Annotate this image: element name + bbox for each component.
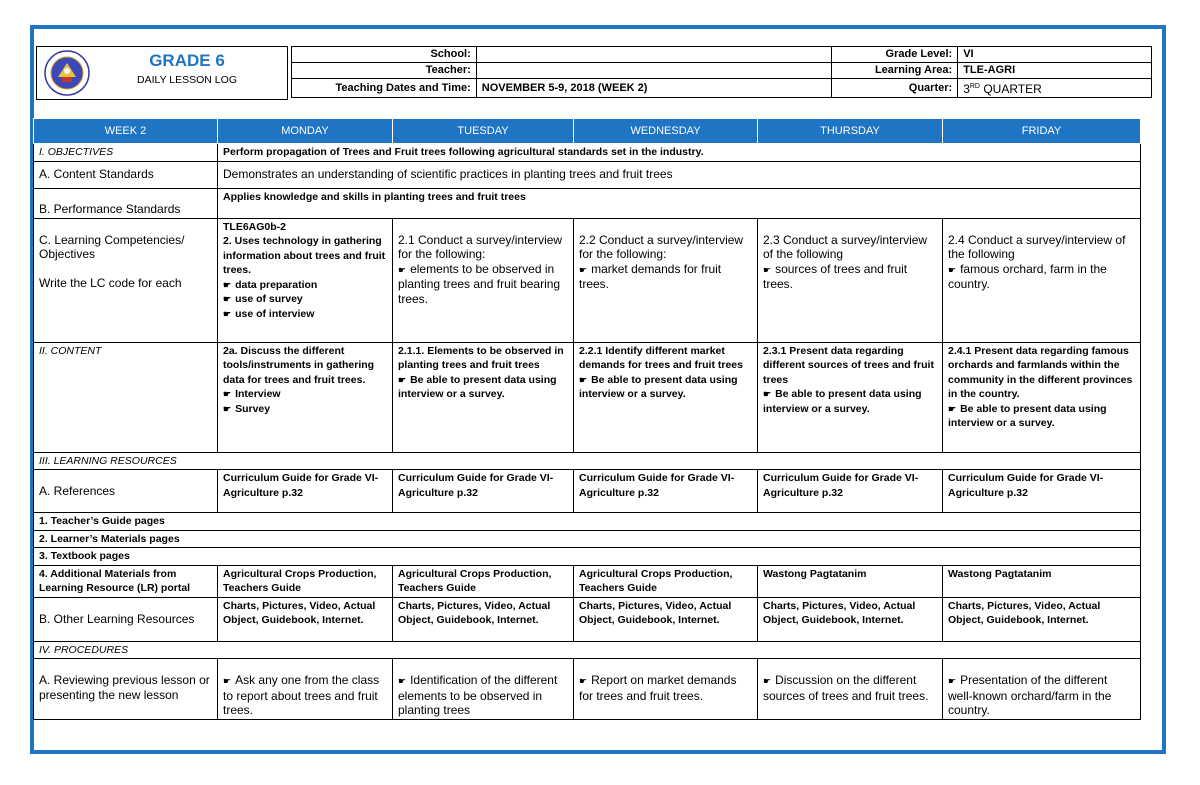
content-monday: 2a. Discuss the different tools/instruments in gathering data for trees and fruit trees. ☛ Interview ☛ Survey [218,342,393,452]
references-row: A. References Curriculum Guide for Grade VI-Agriculture p.32 Curriculum Guide for Grade VI-Agriculture p.32 Curriculum Guide for Grade VI-Agriculture p.32 Curriculum Guide for Grade VI-Agriculture p.32 Curriculum Guide for Grade VI-Agriculture p.32 [34,470,1141,513]
pointing-hand-icon: ☛ [223,676,232,686]
grade-title: GRADE 6 [149,51,225,70]
col-monday: MONDAY [218,119,393,144]
pointing-hand-icon: ☛ [763,264,772,275]
lesson-log-table [33,118,1141,720]
textbook-row: 3. Textbook pages [34,548,1141,566]
dates-value: NOVEMBER 5-9, 2018 (WEEK 2) [476,79,832,98]
header-info-table [291,46,1152,98]
pointing-hand-icon: ☛ [579,264,588,275]
grade-level-label: Grade Level: [832,47,958,63]
content-tuesday: 2.1.1. Elements to be observed in planting trees and fruit trees ☛ Be able to present data using interview or a survey. [393,342,574,452]
school-label: School: [292,47,477,63]
additional-materials-row: 4. Additional Materials from Learning Resource (LR) portal Agricultural Crops Production, Teachers Guide Agricultural Crops Production, Teachers Guide Agricultural Crops Production, Teachers Guide Wastong Pagtatanim Wastong Pagtatanim [34,565,1141,597]
pointing-hand-icon: ☛ [223,403,232,414]
objectives-text: Perform propagation of Trees and Fruit trees following agricultural standards set in the industry. [218,144,1141,162]
competency-monday: TLE6AG0b-2 2. Uses technology in gathering information about trees and fruit trees. ☛ data preparation ☛ use of survey ☛ use of interview [218,218,393,342]
title-block [36,46,288,100]
performance-standards-text: Applies knowledge and skills in planting trees and fruit trees [218,188,1141,218]
content-standards-text: Demonstrates an understanding of scientific practices in planting trees and fruit trees [218,161,1141,188]
pointing-hand-icon: ☛ [579,374,588,385]
dates-label: Teaching Dates and Time: [292,79,477,98]
pointing-hand-icon: ☛ [948,264,957,275]
content-standards-row: A. Content Standards Demonstrates an understanding of scientific practices in planting trees and fruit trees [34,161,1141,188]
pointing-hand-icon: ☛ [223,389,232,399]
school-value [476,47,832,63]
learning-area-value: TLE-AGRI [958,63,1152,79]
competency-thursday: 2.3 Conduct a survey/interview of the following ☛ sources of trees and fruit trees. [758,218,943,342]
pointing-hand-icon: ☛ [763,389,772,399]
col-thursday: THURSDAY [758,119,943,144]
teacher-label: Teacher: [292,63,477,79]
col-tuesday: TUESDAY [393,119,574,144]
content-friday: 2.4.1 Present data regarding famous orchards and farmlands within the community in the different provinces in the country. ☛ Be able to present data using interview or a survey. [943,342,1141,452]
col-week: WEEK 2 [34,119,218,144]
pointing-hand-icon: ☛ [223,279,232,290]
resources-row: III. LEARNING RESOURCES [34,452,1141,470]
pointing-hand-icon: ☛ [398,676,407,686]
teachers-guide-row: 1. Teacher’s Guide pages [34,513,1141,531]
competency-tuesday: 2.1 Conduct a survey/interview for the following: ☛ elements to be observed in planting trees and fruit bearing trees. [393,218,574,342]
pointing-hand-icon: ☛ [223,294,232,304]
objectives-row: I. OBJECTIVES Perform propagation of Trees and Fruit trees following agricultural standards set in the industry. [34,144,1141,162]
pointing-hand-icon: ☛ [223,308,232,319]
other-resources-row: B. Other Learning Resources Charts, Pictures, Video, Actual Object, Guidebook, Internet. Charts, Pictures, Video, Actual Object, Guidebook, Internet. Charts, Pictures, Video, Actual Object, Guidebook, Internet. Charts, Pictures, Video, Actual Object, Guidebook, Internet. Charts, Pictures, Video, Actual Object, Guidebook, Internet. [34,597,1141,641]
log-title: DAILY LESSON LOG [137,74,237,86]
procedures-row: IV. PROCEDURES [34,641,1141,659]
pointing-hand-icon: ☛ [948,676,957,686]
pointing-hand-icon: ☛ [948,403,957,414]
quarter-value: 3RD QUARTER [958,79,1152,98]
competencies-row: C. Learning Competencies/ Objectives Write the LC code for each TLE6AG0b-2 2. Uses technology in gathering information about trees and fruit trees. ☛ data preparation ☛ use of survey ☛ use of interview 2.1 Conduct a survey/interview for the following: ☛ elements to be observed in planting trees and fruit bearing trees. 2.2 Conduct a survey/interview for the following: ☛ market demands for fruit trees. 2.3 Conduct a survey/interview of the following ☛ sources of trees and fruit trees. 2.4 Conduct a survey/interview of the following ☛ famous orchard, farm in the country. [34,218,1141,342]
content-row: II. CONTENT 2a. Discuss the different tools/instruments in gathering data for trees and fruit trees. ☛ Interview ☛ Survey 2.1.1. Elements to be observed in planting trees and fruit trees ☛ Be able to present data using interview or a survey. 2.2.1 Identify different market demands for trees and fruit trees ☛ Be able to present data using interview or a survey. 2.3.1 Present data regarding different sources of trees and fruit trees ☛ Be able to present data using interview or a survey. 2.4.1 Present data regarding famous orchards and farmlands within the community in the different provinces in the country. ☛ Be able to present data using interview or a survey. [34,342,1141,452]
teacher-value [476,63,832,79]
pointing-hand-icon: ☛ [763,676,772,686]
quarter-label: Quarter: [832,79,958,98]
column-header-row [34,119,1141,144]
competency-friday: 2.4 Conduct a survey/interview of the following ☛ famous orchard, farm in the country. [943,218,1141,342]
reviewing-row: A. Reviewing previous lesson or presenting the new lesson ☛ Ask any one from the class to report about trees and fruit trees. ☛ Identification of the different elements to be observed in planting trees ☛ Report on market demands for trees and fruit trees. ☛ Discussion on the different sources of trees and fruit trees. ☛ Presentation of the different well-known orchard/farm in the country. [34,659,1141,720]
content-thursday: 2.3.1 Present data regarding different sources of trees and fruit trees ☛ Be able to present data using interview or a survey. [758,342,943,452]
competency-wednesday: 2.2 Conduct a survey/interview for the following: ☛ market demands for fruit trees. [574,218,758,342]
col-wednesday: WEDNESDAY [574,119,758,144]
col-friday: FRIDAY [943,119,1141,144]
pointing-hand-icon: ☛ [579,676,588,686]
content-wednesday: 2.2.1 Identify different market demands for trees and fruit trees ☛ Be able to present data using interview or a survey. [574,342,758,452]
pointing-hand-icon: ☛ [398,374,407,385]
performance-standards-row: B. Performance Standards Applies knowledge and skills in planting trees and fruit trees [34,188,1141,218]
deped-seal-icon [44,50,90,96]
pointing-hand-icon: ☛ [398,264,407,275]
grade-level-value: VI [958,47,1152,63]
learning-area-label: Learning Area: [832,63,958,79]
learners-materials-row: 2. Learner’s Materials pages [34,530,1141,548]
